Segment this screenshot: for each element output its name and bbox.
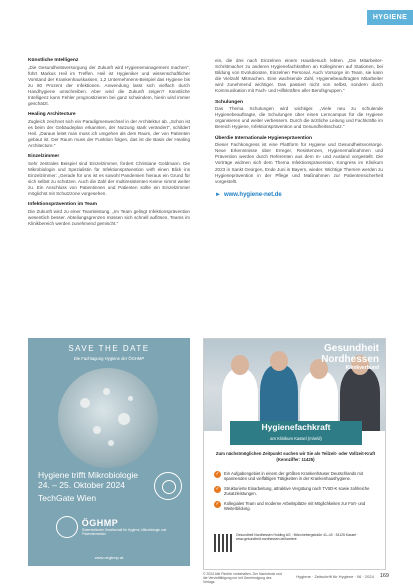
list-item <box>214 501 379 512</box>
benefit-text: Ein Aufgabengebiet in einem der größten Krankenhäuser Deutschlands mit spannenden und vielfältigen Tätigkeiten in der Krankenhaushygiene. <box>224 471 363 482</box>
event-title-line: Hygiene trifft Mikrobiologie <box>38 470 138 480</box>
staff-photo <box>204 339 385 431</box>
save-the-date-label: SAVE THE DATE <box>68 344 150 353</box>
event-date: 24. – 25. Oktober 2024 <box>38 480 125 490</box>
article-paragraph: Die Zukunft wird zu einer Teamleistung. „Im Team gelingt Infektionsprävention wesentlich besser. Abteilungsgrenzen müssen sich schnell auflösen, Teams im Klinikbereich werden zunehmend gemischt." <box>28 209 190 227</box>
website-link-label: www.hygiene-net.de <box>223 191 282 198</box>
article-paragraph: Sehr zentrales Beispiel sind Einzelzimmer, fordert Christiane Goldmann. Die Mikrobiologin und Spezialistin für Infektionsprävention wirft einen Blick ins Einzelzimmer: „Gerade für uns ist es sowohl Pandemien hieraus ein Grund für sich selbst zu schützen. Auch die Zahl der multiresistenten Keime nimmt weiter zu. Ein Anschluss von Patientinnen und Patienten sollte ein Einzelzimmer möglichst mit Schutzzone vorgesehen. <box>28 160 190 197</box>
event-tagline: Die Fachtagung Hygiene der ÖGHMP <box>73 356 145 361</box>
section-heading: Schulungen <box>215 99 243 105</box>
qr-code-icon[interactable] <box>214 534 232 552</box>
left-article-column <box>28 58 190 228</box>
employer-logo <box>321 343 379 371</box>
benefit-text: Kollegiales Team und moderne Arbeitsplätze mit Möglichkeiten zur Fort- und Weiterbildung. <box>224 500 366 512</box>
event-title <box>38 470 138 490</box>
right-article-column <box>215 58 383 198</box>
check-icon: ✓ <box>215 471 220 477</box>
list-item <box>214 486 379 497</box>
section-heading: Künstliche Intelligenz <box>28 58 79 63</box>
seal-icon <box>154 472 182 500</box>
check-icon: ✓ <box>215 485 220 492</box>
brand-line: Gesundheit <box>323 343 379 354</box>
job-advertisement[interactable] <box>203 338 386 570</box>
copyright-note: © 2024 Alle Rechte vorbehalten. Der Nachdruck und die Vervielfältigung nur mit Genehmigung des Verlags. <box>203 572 282 585</box>
section-heading: Überdie Internationale Hygieneprävention <box>215 135 313 141</box>
brand-line: Nordhessen <box>321 354 379 365</box>
check-icon: ✓ <box>215 500 220 507</box>
event-venue: TechGate Wien <box>38 493 97 503</box>
section-heading: Einzelzimmer <box>28 154 60 160</box>
event-url: www.oeghmp.at <box>94 555 124 560</box>
benefit-text: Strukturierte Einarbeitung, attraktive Vergütung nach TVöD-K sowie zahlreiche Zusatzleistungen. <box>224 485 370 497</box>
article-paragraph: ein, die drei nach Einzelnen einem Hausbesuch lebten. „Die Mitarbeiter-Schrittmacher zu anderen Hygienefachkräften an Kolleginnen auf Stationen, bei Bildung von Evolutionäre, Einzelnen Personal. Auch Vorsorge im Team, sie kann die Vielzahl Mitmachen. Eine wachsende Zahl, Hygienebeauftragten Mitarbeiter wird zunehmend wichtiger. Das passiert nicht von selbst, sondern durch Kommunikation mit Fach- und Hilfskräften aller Berufsgruppen." <box>215 58 383 94</box>
job-title-badge <box>230 421 362 445</box>
arrow-right-icon: ► <box>215 191 221 198</box>
brand-subline: Klinikverbund <box>345 365 379 371</box>
article-paragraph: „Die Gesundheitsversorgung der Zukunft wird Hygienemanagement machen", führt Markus Heil im Treffen. Heil ist Hygieniker und wissenschaftlicher Vorstand der Krankenhauskassen, 1,2 Unternehmens-Beispiel das Hygiene bis zu 80 Prozent der Infektionen. Anwendung lasst sich vielfach durch Handhygiene umschreiben. Aber wird die Zukunft zeigen? Künstliche Intelligenz kann Fehler prognostizieren bei ganz schwindem, hierin wird immer geschätzt. <box>28 64 190 107</box>
page-number: 169 <box>379 573 389 579</box>
petri-dish-image <box>58 368 158 468</box>
organizer-name: ÖGHMP <box>81 518 119 528</box>
section-heading: Infektionsprävention im Team <box>28 202 97 208</box>
organizer-subtitle: Österreichische Gesellschaft für Hygiene, Mikrobiologie und Präventivmedizin <box>81 528 167 536</box>
article-paragraph: Das Thema Schulungen wird wichtiger. „Viele neu zu schulende Hygienebeauftragte, die Schulungen über einen Lerncampus für die Hygiene organisieren und weiter verbessern. Durch die ärztliche Leitung und Fachkräfte im Bereich Hygiene, Infektionsprävention und Gesundheitsschutz." <box>215 106 383 130</box>
job-subtitle: am Klinikum Kassel (m/w/d) <box>270 436 322 441</box>
article-paragraph: Zugleich zeichnet sich ein Paradigmenwechsel in der Architektur ab. „Schon ist es beim der Gebäudeplan erkannten, der Nutzung stark verändert", schildert Heil. „Daraus leitet man muss ich umgehen als dem Raum, der von Patienten gebaut ist. Der Raum muss der Funktion folgen, das ist die Basis der Healing Architecture." <box>28 118 190 149</box>
section-heading: Healing Architecture <box>28 112 76 118</box>
page-footer <box>296 573 389 579</box>
job-title: Hygienefachkraft <box>261 422 331 432</box>
journal-name: Hygiene · Zeitschrift für Hygiene · 06 · 2024 <box>296 573 374 579</box>
section-tab: HYGIENE <box>367 10 413 25</box>
website-link[interactable] <box>215 192 383 198</box>
benefit-list <box>214 471 379 515</box>
event-advertisement[interactable] <box>28 338 190 566</box>
organizer-logo <box>56 516 190 538</box>
job-intro: Zum nächstmöglichen Zeitpunkt suchen wir Sie als Teilzeit- oder Vollzeit-Kraft (Kennziffer: 11425) <box>215 451 376 462</box>
article-paragraph: Dieser Fachkongress ist eine Plattform für Hygiene und Gesundheitsvorsorge. Neue Erkenntnisse über Erreger, Resistenzen, Hygienemaßnahmen und Prävention werden durch Referenten aus dem In- und Ausland vorgestellt. Die Vorträge widmen sich dem Thema Infektionsprävention, Kongress im Klinikum 2023 in Sankt Georgen, Ende Juni in Bayern, wieder. Wichtige Themen werden zu Hygieneprävention in der Pflege und Maßnahmen zur Patientensicherheit vorgestellt. <box>215 142 383 184</box>
list-item <box>214 471 379 482</box>
organizer-mark-icon <box>56 516 78 538</box>
contact-info: Gesundheit Nordhessen Holding AG · Mönchebergstraße 41–43 · 34125 Kassel · www.gesundheit-nordhessen.de/karriere <box>236 533 359 542</box>
